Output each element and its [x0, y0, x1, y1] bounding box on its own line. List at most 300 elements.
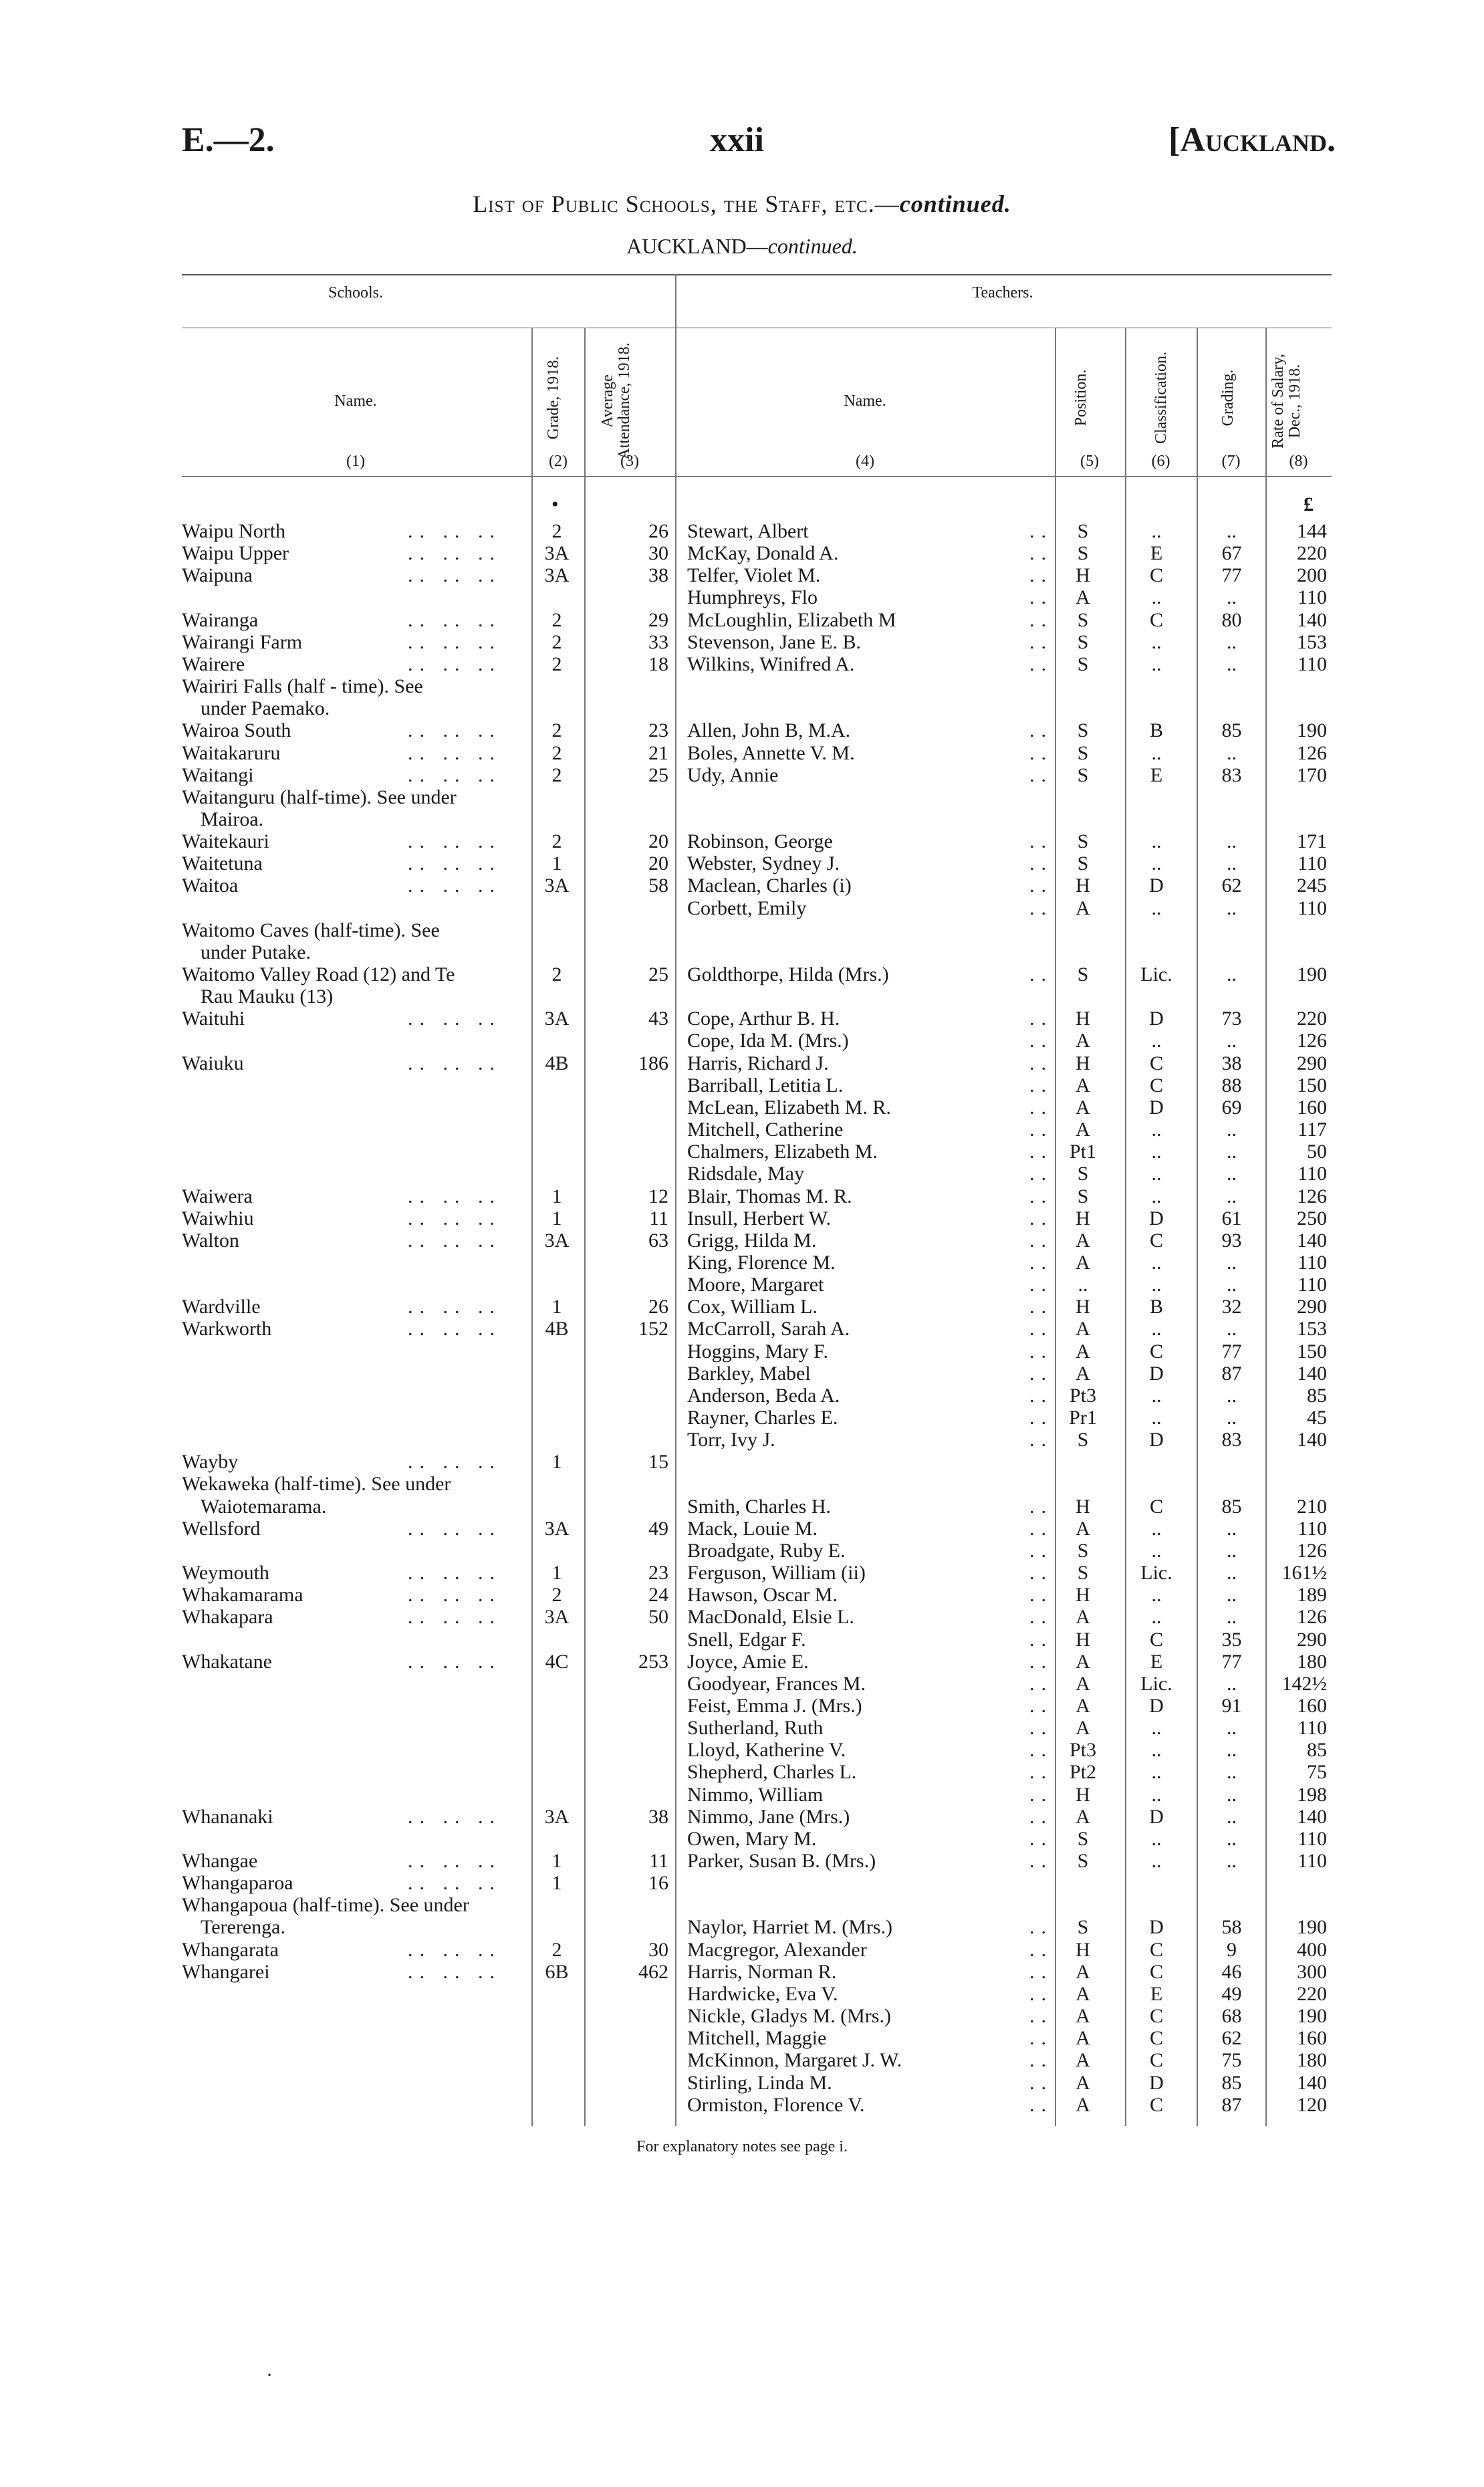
teacher-name: Harris, Norman R.: [687, 1960, 837, 1983]
teacher-name: Insull, Herbert W.: [687, 1207, 831, 1229]
dot-leader: ..: [1029, 1584, 1053, 1607]
teacher-salary: 142½: [1281, 1672, 1327, 1695]
teacher-salary: 220: [1297, 1982, 1327, 2005]
teacher-grading: ..: [1227, 1717, 1237, 1740]
teacher-position: H: [1076, 874, 1090, 897]
dot-leader: .. .. ..: [408, 608, 501, 631]
school-name: Wairanga: [182, 608, 259, 631]
teacher-classification: E: [1150, 763, 1163, 786]
dot-leader: ..: [1029, 1672, 1053, 1695]
teacher-salary: 144: [1297, 520, 1327, 542]
school-attendance: 15: [648, 1451, 668, 1473]
teacher-position: S: [1077, 542, 1089, 565]
school-name: Whakatane: [182, 1650, 272, 1673]
dot-leader: ..: [1029, 520, 1053, 542]
teacher-position: A: [1076, 2071, 1090, 2094]
teacher-grading: ..: [1227, 1584, 1237, 1607]
school-name: Wairoa South: [182, 719, 291, 742]
teacher-salary: 126: [1297, 1185, 1327, 1207]
dot-leader: .. .. ..: [408, 1296, 501, 1318]
dot-leader: ..: [1029, 1916, 1053, 1939]
school-name: Waitekauri: [182, 830, 269, 853]
school-name: Waipu North: [182, 520, 286, 542]
teacher-position: H: [1076, 1207, 1090, 1229]
col-teacher-name: Name.: [844, 392, 886, 410]
dot-leader: .. .. ..: [408, 874, 501, 897]
teacher-name: Allen, John B, M.A.: [687, 719, 851, 742]
teacher-grading: ..: [1227, 852, 1237, 875]
rule-v-3: [675, 274, 676, 2126]
dot-leader: ..: [1029, 1096, 1053, 1118]
footnote: For explanatory notes see page i.: [636, 2138, 848, 2155]
teacher-grading: 73: [1221, 1008, 1242, 1030]
teacher-classification: ..: [1151, 586, 1162, 609]
school-name: Wayby: [182, 1451, 239, 1473]
teacher-salary: 110: [1297, 1850, 1327, 1872]
teacher-grading: ..: [1227, 1185, 1237, 1207]
teacher-position: S: [1077, 1163, 1089, 1185]
teacher-position: H: [1076, 1628, 1090, 1651]
teacher-grading: 62: [1221, 874, 1242, 897]
teacher-grading: 93: [1221, 1229, 1242, 1252]
teacher-position: H: [1076, 1008, 1090, 1030]
teacher-position: S: [1077, 1916, 1089, 1939]
dot-leader: ..: [1029, 1517, 1053, 1540]
school-name: Whangae: [182, 1850, 258, 1872]
dot-leader: ..: [1029, 1827, 1053, 1850]
teacher-salary: 290: [1297, 1296, 1327, 1318]
school-grade: 3A: [544, 1517, 570, 1540]
teacher-salary: 198: [1297, 1783, 1327, 1806]
dot-leader: ..: [1029, 1562, 1053, 1584]
teacher-position: A: [1076, 1805, 1090, 1828]
teacher-name: Anderson, Beda A.: [687, 1384, 840, 1407]
teacher-name: Torr, Ivy J.: [687, 1429, 775, 1451]
school-grade: 2: [551, 608, 562, 631]
school-grade: 3A: [544, 1805, 570, 1828]
teacher-classification: D: [1149, 1916, 1164, 1939]
school-attendance: 33: [648, 630, 668, 653]
dot-leader: ..: [1029, 586, 1053, 609]
teacher-grading: 83: [1221, 1429, 1242, 1451]
dot-leader: .. .. ..: [408, 830, 501, 853]
school-attendance: 186: [638, 1052, 668, 1074]
teacher-position: A: [1076, 2005, 1090, 2028]
teacher-classification: D: [1149, 874, 1164, 897]
col-num-4: (4): [856, 453, 874, 470]
teacher-position: H: [1076, 1296, 1090, 1318]
teacher-salary: 190: [1297, 2005, 1327, 2028]
teacher-position: A: [1076, 2093, 1090, 2116]
page-mark: ·: [266, 2364, 273, 2386]
school-attendance: 29: [648, 608, 668, 631]
col-attendance: Average Attendance, 1918.: [599, 342, 633, 460]
school-name: Waitetuna: [182, 852, 263, 875]
teacher-name: Cox, William L.: [687, 1296, 818, 1318]
teacher-name: Moore, Margaret: [687, 1274, 824, 1296]
teacher-salary: 210: [1297, 1495, 1327, 1518]
teacher-position: A: [1076, 1517, 1090, 1540]
teacher-name: Wilkins, Winifred A.: [687, 653, 855, 675]
school-grade: 2: [551, 963, 562, 985]
teacher-position: A: [1076, 2027, 1090, 2050]
teacher-classification: ..: [1151, 1141, 1162, 1163]
school-attendance: 25: [648, 963, 668, 985]
teacher-name: Cope, Arthur B. H.: [687, 1008, 840, 1030]
teacher-salary: 110: [1297, 1163, 1327, 1185]
teacher-name: Nimmo, William: [687, 1783, 824, 1806]
rule-v-1: [531, 328, 533, 2126]
col-num-8: (8): [1289, 453, 1308, 470]
teacher-classification: ..: [1151, 1251, 1162, 1274]
dot-leader: ..: [1029, 1118, 1053, 1141]
col-grading: Grading.: [1219, 369, 1237, 427]
teacher-position: H: [1076, 1584, 1090, 1607]
teacher-grading: 49: [1221, 1982, 1242, 2005]
teacher-position: A: [1076, 897, 1090, 919]
teacher-name: Humphreys, Flo: [687, 586, 818, 609]
school-name: Wairiri Falls (half - time). See: [182, 675, 423, 698]
teacher-salary: 153: [1297, 1318, 1327, 1340]
teacher-grading: 46: [1221, 1960, 1242, 1983]
dot-leader: .. .. ..: [408, 1872, 501, 1895]
teacher-classification: C: [1149, 2093, 1163, 2116]
teacher-classification: C: [1149, 1960, 1163, 1983]
teacher-position: A: [1076, 1606, 1090, 1629]
school-attendance: 462: [638, 1960, 668, 1983]
teacher-position: S: [1077, 763, 1089, 786]
teacher-position: Pt3: [1069, 1384, 1097, 1407]
teacher-position: A: [1076, 1074, 1090, 1096]
teacher-classification: D: [1149, 1805, 1164, 1828]
teacher-name: Mitchell, Maggie: [687, 2027, 827, 2050]
dot-leader: ..: [1029, 2093, 1053, 2116]
school-grade: 3A: [544, 1229, 570, 1252]
school-name: Whakapara: [182, 1606, 273, 1629]
teacher-salary: 180: [1297, 1650, 1327, 1673]
teacher-name: Hoggins, Mary F.: [687, 1340, 828, 1363]
dot-leader: .. .. ..: [408, 1805, 501, 1828]
teacher-salary: 171: [1297, 830, 1327, 853]
teacher-position: A: [1076, 1096, 1090, 1118]
dot-leader: ..: [1029, 1739, 1053, 1762]
grade-bullet: •: [551, 493, 559, 515]
teacher-classification: ..: [1151, 1318, 1162, 1340]
teacher-classification: E: [1150, 1982, 1163, 2005]
teacher-classification: ..: [1151, 1717, 1162, 1740]
school-grade: 1: [551, 1296, 562, 1318]
dot-leader: .. .. ..: [408, 1562, 501, 1584]
school-grade: 4B: [545, 1052, 569, 1074]
dot-leader: ..: [1029, 874, 1053, 897]
teacher-salary: 150: [1297, 1340, 1327, 1363]
teacher-name: Mitchell, Catherine: [687, 1118, 844, 1141]
teacher-classification: D: [1149, 1362, 1164, 1385]
teacher-name: Maclean, Charles (i): [687, 874, 852, 897]
teacher-salary: 140: [1297, 1362, 1327, 1385]
school-name: Wardville: [182, 1296, 261, 1318]
teacher-name: Broadgate, Ruby E.: [687, 1539, 846, 1562]
dot-leader: ..: [1029, 564, 1053, 587]
teacher-position: A: [1076, 1362, 1090, 1385]
school-grade: 2: [551, 653, 562, 675]
teacher-salary: 190: [1297, 963, 1327, 985]
dot-leader: ..: [1029, 1030, 1053, 1052]
teacher-classification: ..: [1151, 1827, 1162, 1850]
school-grade: 1: [551, 852, 562, 875]
teacher-classification: ..: [1151, 1118, 1162, 1141]
school-grade: 6B: [545, 1960, 569, 1983]
teacher-grading: ..: [1227, 830, 1237, 853]
teacher-grading: ..: [1227, 1030, 1237, 1052]
dot-leader: ..: [1029, 1141, 1053, 1163]
page-number: xxii: [710, 121, 764, 159]
school-name: under Paemako.: [201, 697, 330, 720]
teacher-classification: ..: [1151, 653, 1162, 675]
teacher-grading: 38: [1221, 1052, 1242, 1074]
teacher-position: A: [1076, 1672, 1090, 1695]
teacher-position: ..: [1078, 1274, 1088, 1296]
teacher-grading: ..: [1227, 741, 1237, 764]
teacher-classification: D: [1149, 1008, 1164, 1030]
school-name: Whananaki: [182, 1805, 273, 1828]
teacher-salary: 110: [1297, 1251, 1327, 1274]
teacher-grading: ..: [1227, 1850, 1237, 1872]
teacher-position: A: [1076, 1030, 1090, 1052]
teacher-salary: 140: [1297, 1429, 1327, 1451]
teacher-position: A: [1076, 1650, 1090, 1673]
teacher-classification: C: [1149, 2049, 1163, 2072]
teacher-name: Owen, Mary M.: [687, 1827, 817, 1850]
teacher-salary: 180: [1297, 2049, 1327, 2072]
teacher-name: Webster, Sydney J.: [687, 852, 840, 875]
teacher-grading: ..: [1227, 1783, 1237, 1806]
dot-leader: ..: [1029, 741, 1053, 764]
teacher-name: McLean, Elizabeth M. R.: [687, 1096, 891, 1118]
teacher-name: MacDonald, Elsie L.: [687, 1606, 854, 1629]
teacher-classification: ..: [1151, 852, 1162, 875]
teacher-grading: 85: [1221, 2071, 1242, 2094]
teacher-classification: D: [1149, 1096, 1164, 1118]
teacher-salary: 85: [1307, 1384, 1327, 1407]
teacher-position: H: [1076, 1052, 1090, 1074]
school-grade: 1: [551, 1850, 562, 1872]
teacher-name: King, Florence M.: [687, 1251, 836, 1274]
teacher-salary: 110: [1297, 1517, 1327, 1540]
dot-leader: ..: [1029, 1982, 1053, 2005]
school-grade: 4C: [545, 1650, 569, 1673]
teacher-classification: ..: [1151, 1030, 1162, 1052]
teacher-name: Nickle, Gladys M. (Mrs.): [687, 2005, 891, 2028]
teacher-position: S: [1077, 520, 1089, 542]
teacher-grading: 87: [1221, 1362, 1242, 1385]
school-grade: 2: [551, 630, 562, 653]
dot-leader: .. .. ..: [408, 719, 501, 742]
teacher-salary: 126: [1297, 1030, 1327, 1052]
teacher-name: Telfer, Violet M.: [687, 564, 821, 587]
dot-leader: ..: [1029, 542, 1053, 565]
teacher-position: Pt2: [1069, 1761, 1097, 1784]
teacher-classification: ..: [1151, 1850, 1162, 1872]
teacher-classification: ..: [1151, 1606, 1162, 1629]
dot-leader: ..: [1029, 1650, 1053, 1673]
dot-leader: ..: [1029, 1407, 1053, 1429]
col-num-7: (7): [1221, 453, 1241, 470]
page-subtitle: AUCKLAND—continued.: [626, 234, 858, 258]
teacher-classification: C: [1149, 1074, 1163, 1096]
teacher-salary: 110: [1297, 1827, 1327, 1850]
teacher-position: A: [1076, 1118, 1090, 1141]
col-salary: Rate of Salary, Dec., 1918.: [1269, 354, 1304, 449]
school-name: Walton: [182, 1229, 239, 1252]
teacher-grading: ..: [1227, 1274, 1237, 1296]
teacher-name: Barkley, Mabel: [687, 1362, 811, 1385]
teacher-name: Robinson, George: [687, 830, 833, 853]
teacher-salary: 117: [1297, 1118, 1327, 1141]
dot-leader: .. .. ..: [408, 653, 501, 675]
school-name: Waiuku: [182, 1052, 244, 1074]
school-grade: 2: [551, 830, 562, 853]
teacher-salary: 140: [1297, 608, 1327, 631]
teacher-position: A: [1076, 1982, 1090, 2005]
teacher-name: Harris, Richard J.: [687, 1052, 829, 1074]
school-name: Tererenga.: [201, 1916, 285, 1939]
school-grade: 3A: [544, 1606, 570, 1629]
teacher-position: A: [1076, 1318, 1090, 1340]
dot-leader: ..: [1029, 1805, 1053, 1828]
school-name: Waiotemarama.: [201, 1495, 327, 1518]
dot-leader: ..: [1029, 1340, 1053, 1363]
teacher-position: Pt1: [1069, 1141, 1097, 1163]
school-attendance: 50: [648, 1606, 668, 1629]
school-attendance: 23: [648, 719, 668, 742]
dot-leader: .. .. ..: [408, 630, 501, 653]
school-name: Whangarei: [182, 1960, 270, 1983]
school-attendance: 30: [648, 542, 668, 565]
teacher-position: A: [1076, 1340, 1090, 1363]
school-attendance: 253: [638, 1650, 668, 1673]
teacher-name: Boles, Annette V. M.: [687, 741, 855, 764]
teacher-classification: B: [1149, 1296, 1163, 1318]
teacher-grading: ..: [1227, 1163, 1237, 1185]
dot-leader: .. .. ..: [408, 763, 501, 786]
school-name: Waiwera: [182, 1185, 253, 1207]
school-name: Wekaweka (half-time). See under: [182, 1473, 451, 1496]
col-num-3: (3): [620, 453, 639, 470]
teacher-classification: ..: [1151, 1185, 1162, 1207]
teacher-position: S: [1077, 852, 1089, 875]
teacher-position: S: [1077, 1185, 1089, 1207]
dot-leader: ..: [1029, 1783, 1053, 1806]
school-attendance: 63: [648, 1229, 668, 1252]
school-attendance: 16: [648, 1872, 668, 1895]
teacher-salary: 75: [1307, 1761, 1327, 1784]
teacher-grading: 62: [1221, 2027, 1242, 2050]
teacher-name: McKinnon, Margaret J. W.: [687, 2049, 902, 2072]
teacher-grading: 85: [1221, 719, 1242, 742]
teacher-position: A: [1076, 2049, 1090, 2072]
teacher-classification: E: [1150, 1650, 1163, 1673]
col-num-2: (2): [549, 453, 568, 470]
teacher-name: Nimmo, Jane (Mrs.): [687, 1805, 850, 1828]
dot-leader: ..: [1029, 1163, 1053, 1185]
school-grade: 1: [551, 1451, 562, 1473]
teacher-grading: ..: [1227, 1805, 1237, 1828]
col-num-1: (1): [346, 453, 365, 470]
teacher-grading: 68: [1221, 2005, 1242, 2028]
teacher-classification: Lic.: [1140, 1562, 1172, 1584]
school-name: Waiwhiu: [182, 1207, 254, 1229]
teacher-name: Hawson, Oscar M.: [687, 1584, 838, 1607]
teacher-classification: ..: [1151, 1517, 1162, 1540]
teacher-classification: ..: [1151, 1539, 1162, 1562]
school-attendance: 24: [648, 1584, 668, 1607]
teacher-classification: ..: [1151, 520, 1162, 542]
teacher-grading: ..: [1227, 653, 1237, 675]
teacher-classification: C: [1149, 608, 1163, 631]
teacher-classification: ..: [1151, 1761, 1162, 1784]
teacher-position: S: [1077, 830, 1089, 853]
teacher-grading: 32: [1221, 1296, 1242, 1318]
dot-leader: ..: [1029, 1185, 1053, 1207]
dot-leader: .. .. ..: [408, 1938, 501, 1961]
teacher-grading: ..: [1227, 1672, 1237, 1695]
dot-leader: .. .. ..: [408, 1207, 501, 1229]
teacher-salary: 300: [1297, 1960, 1327, 1983]
dot-leader: ..: [1029, 963, 1053, 985]
teacher-salary: 110: [1297, 852, 1327, 875]
teacher-grading: 91: [1221, 1694, 1242, 1717]
teacher-name: Smith, Charles H.: [687, 1495, 831, 1518]
school-grade: 3A: [544, 1008, 570, 1030]
school-name: Rau Mauku (13): [201, 985, 334, 1008]
rule-top: [182, 274, 1332, 275]
teacher-grading: ..: [1227, 1739, 1237, 1762]
col-num-5: (5): [1080, 453, 1099, 470]
teacher-name: Ferguson, William (ii): [687, 1562, 866, 1584]
teacher-salary: 110: [1297, 586, 1327, 609]
teacher-name: Stirling, Linda M.: [687, 2071, 832, 2094]
school-attendance: 38: [648, 1805, 668, 1828]
dot-leader: ..: [1029, 2071, 1053, 2094]
dot-leader: ..: [1029, 1384, 1053, 1407]
dot-leader: ..: [1029, 1429, 1053, 1451]
page-code: E.—2.: [182, 121, 275, 159]
teacher-grading: 58: [1221, 1916, 1242, 1939]
teacher-name: McKay, Donald A.: [687, 542, 839, 565]
dot-leader: ..: [1029, 1074, 1053, 1096]
teacher-position: S: [1077, 608, 1089, 631]
dot-leader: ..: [1029, 1052, 1053, 1074]
teacher-name: Sutherland, Ruth: [687, 1717, 824, 1740]
teacher-name: Udy, Annie: [687, 763, 779, 786]
teacher-grading: ..: [1227, 1827, 1237, 1850]
school-name: Waituhi: [182, 1008, 245, 1030]
teacher-name: Barriball, Letitia L.: [687, 1074, 844, 1096]
dot-leader: ..: [1029, 1761, 1053, 1784]
teacher-grading: ..: [1227, 1384, 1237, 1407]
school-grade: 3A: [544, 564, 570, 587]
teacher-name: Parker, Susan B. (Mrs.): [687, 1850, 876, 1872]
teacher-name: Chalmers, Elizabeth M.: [687, 1141, 878, 1163]
school-name: Waitoa: [182, 874, 239, 897]
school-grade: 2: [551, 520, 562, 542]
dot-leader: ..: [1029, 830, 1053, 853]
teacher-name: Blair, Thomas M. R.: [687, 1185, 852, 1207]
dot-leader: .. .. ..: [408, 564, 501, 587]
school-attendance: 18: [648, 653, 668, 675]
teacher-classification: D: [1149, 1694, 1164, 1717]
